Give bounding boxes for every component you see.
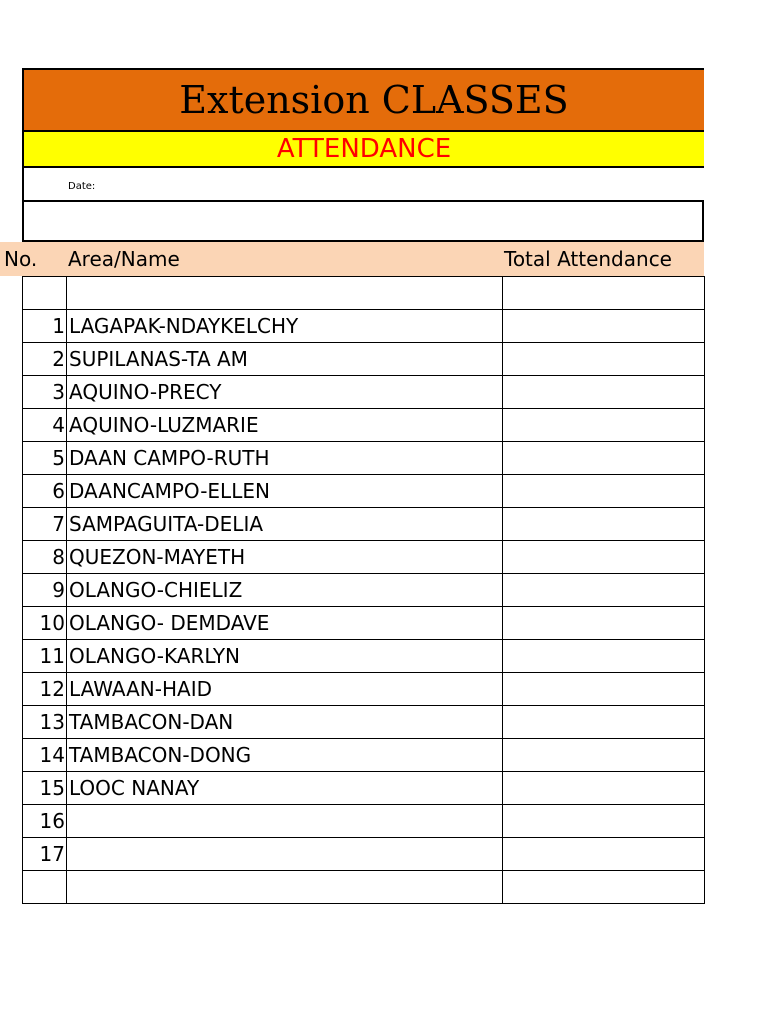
row-total-cell[interactable] (503, 541, 705, 574)
row-total-cell[interactable] (503, 871, 705, 904)
row-total-cell[interactable] (503, 640, 705, 673)
row-name-cell[interactable]: AQUINO-LUZMARIE (67, 409, 503, 442)
row-total-cell[interactable] (503, 805, 705, 838)
row-total-cell[interactable] (503, 442, 705, 475)
date-row[interactable] (22, 168, 704, 202)
row-number-cell[interactable]: 6 (23, 475, 67, 508)
table-row (23, 739, 705, 772)
sheet-subtitle: ATTENDANCE (22, 132, 704, 168)
header-area-name: Area/Name (68, 247, 180, 271)
row-total-cell[interactable] (503, 475, 705, 508)
roster-table (22, 276, 705, 904)
table-row (23, 805, 705, 838)
table-row (23, 508, 705, 541)
row-name-cell[interactable]: TAMBACON-DONG (67, 739, 503, 772)
row-name-cell[interactable]: DAANCAMPO-ELLEN (67, 475, 503, 508)
blank-row[interactable] (22, 202, 704, 242)
row-name-cell[interactable] (67, 805, 503, 838)
row-total-cell[interactable] (503, 343, 705, 376)
row-name-cell[interactable]: SUPILANAS-TA AM (67, 343, 503, 376)
header-total-attendance: Total Attendance (504, 247, 672, 271)
row-total-cell[interactable] (503, 277, 705, 310)
table-row (23, 640, 705, 673)
row-number-cell[interactable]: 13 (23, 706, 67, 739)
date-label: Date: (68, 181, 96, 192)
column-header-row (0, 242, 704, 276)
row-number-cell[interactable]: 2 (23, 343, 67, 376)
row-number-cell[interactable] (23, 277, 67, 310)
row-total-cell[interactable] (503, 673, 705, 706)
row-name-cell[interactable]: LAGAPAK-NDAYKELCHY (67, 310, 503, 343)
row-number-cell[interactable]: 3 (23, 376, 67, 409)
row-name-cell[interactable]: OLANGO-CHIELIZ (67, 574, 503, 607)
table-row (23, 574, 705, 607)
row-number-cell[interactable]: 8 (23, 541, 67, 574)
row-total-cell[interactable] (503, 706, 705, 739)
row-name-cell[interactable] (67, 277, 503, 310)
header-no: No. (4, 247, 38, 271)
row-total-cell[interactable] (503, 838, 705, 871)
row-total-cell[interactable] (503, 376, 705, 409)
row-name-cell[interactable]: OLANGO-KARLYN (67, 640, 503, 673)
table-row (23, 343, 705, 376)
table-row (23, 409, 705, 442)
row-total-cell[interactable] (503, 310, 705, 343)
row-number-cell[interactable]: 11 (23, 640, 67, 673)
row-number-cell[interactable]: 9 (23, 574, 67, 607)
table-row (23, 376, 705, 409)
row-total-cell[interactable] (503, 508, 705, 541)
row-number-cell[interactable] (23, 871, 67, 904)
row-name-cell[interactable]: TAMBACON-DAN (67, 706, 503, 739)
row-total-cell[interactable] (503, 772, 705, 805)
table-row (23, 541, 705, 574)
attendance-sheet (4, 68, 704, 904)
table-row (23, 442, 705, 475)
row-total-cell[interactable] (503, 409, 705, 442)
table-row (23, 310, 705, 343)
row-number-cell[interactable]: 10 (23, 607, 67, 640)
row-name-cell[interactable]: DAAN CAMPO-RUTH (67, 442, 503, 475)
row-total-cell[interactable] (503, 574, 705, 607)
table-row (23, 706, 705, 739)
row-name-cell[interactable]: AQUINO-PRECY (67, 376, 503, 409)
row-number-cell[interactable]: 14 (23, 739, 67, 772)
row-name-cell[interactable]: LOOC NANAY (67, 772, 503, 805)
row-name-cell[interactable] (67, 871, 503, 904)
row-number-cell[interactable]: 4 (23, 409, 67, 442)
table-row (23, 871, 705, 904)
row-number-cell[interactable]: 12 (23, 673, 67, 706)
table-row (23, 772, 705, 805)
row-total-cell[interactable] (503, 739, 705, 772)
row-name-cell[interactable]: LAWAAN-HAID (67, 673, 503, 706)
row-name-cell[interactable]: SAMPAGUITA-DELIA (67, 508, 503, 541)
table-row (23, 673, 705, 706)
row-number-cell[interactable]: 1 (23, 310, 67, 343)
row-number-cell[interactable]: 16 (23, 805, 67, 838)
row-number-cell[interactable]: 15 (23, 772, 67, 805)
table-row (23, 838, 705, 871)
table-row (23, 277, 705, 310)
row-name-cell[interactable] (67, 838, 503, 871)
row-number-cell[interactable]: 7 (23, 508, 67, 541)
table-row (23, 607, 705, 640)
sheet-title: Extension CLASSES (22, 68, 704, 132)
table-row (23, 475, 705, 508)
row-number-cell[interactable]: 17 (23, 838, 67, 871)
row-name-cell[interactable]: OLANGO- DEMDAVE (67, 607, 503, 640)
row-number-cell[interactable]: 5 (23, 442, 67, 475)
row-total-cell[interactable] (503, 607, 705, 640)
row-name-cell[interactable]: QUEZON-MAYETH (67, 541, 503, 574)
